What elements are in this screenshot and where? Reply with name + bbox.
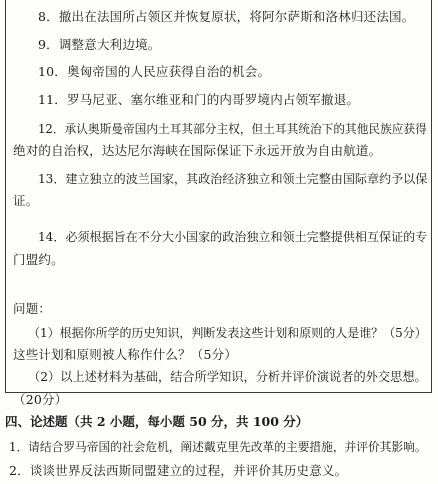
question-1-line1: （1）根据你所学的历史知识，判断发表这些计划和原则的人是谁？（5分） [28, 326, 427, 340]
item-12-line2: 绝对的自治权，达达尼尔海峡在国际保证下永远开放为自由航道。 [13, 143, 382, 158]
question-2-line1: （2）以上述材料为基础，结合所学知识，分析并评价演说者的外交思想。 [28, 370, 427, 384]
item-8: 8．撤出在法国所占领区并恢复原状，将阿尔萨斯和洛林归还法国。 [38, 9, 415, 24]
item-11: 11．罗马尼亚、塞尔维亚和门的内哥罗境内占领军撤退。 [38, 92, 360, 107]
question-1-line2: 这些计划和原则被人称作什么？（5分） [13, 347, 238, 362]
question-2-line2: （20分） [13, 392, 68, 407]
item-13-line1: 13．建立独立的波兰国家，其政治经济独立和领土完整由国际章约予以保 [38, 172, 428, 186]
item-12-line1: 12．承认奥斯曼帝国内土耳其部分主权，但土耳其统治下的其他民族应获得 [38, 122, 427, 136]
item-14-line2: 门盟约。 [13, 252, 64, 267]
item-10: 10．奥匈帝国的人民应获得自治的机会。 [38, 64, 271, 79]
essay-section-title: 四、论述题（共 2 小题，每小题 50 分，共 100 分） [5, 414, 309, 429]
item-9: 9．调整意大利边境。 [38, 37, 161, 52]
essay-item-1: 1．请结合罗马帝国的社会危机，阐述戴克里先改革的主要措施，并评价其影响。 [9, 440, 427, 454]
item-13-line2: 证。 [13, 193, 39, 208]
questions-heading: 问题： [13, 301, 52, 316]
essay-item-2: 2．谈谈世界反法西斯同盟建立的过程，并评价其历史意义。 [9, 463, 348, 478]
item-14-line1: 14．必须根据旨在不分大小国家的政治独立和领土完整提供相互保证的专 [38, 230, 428, 244]
